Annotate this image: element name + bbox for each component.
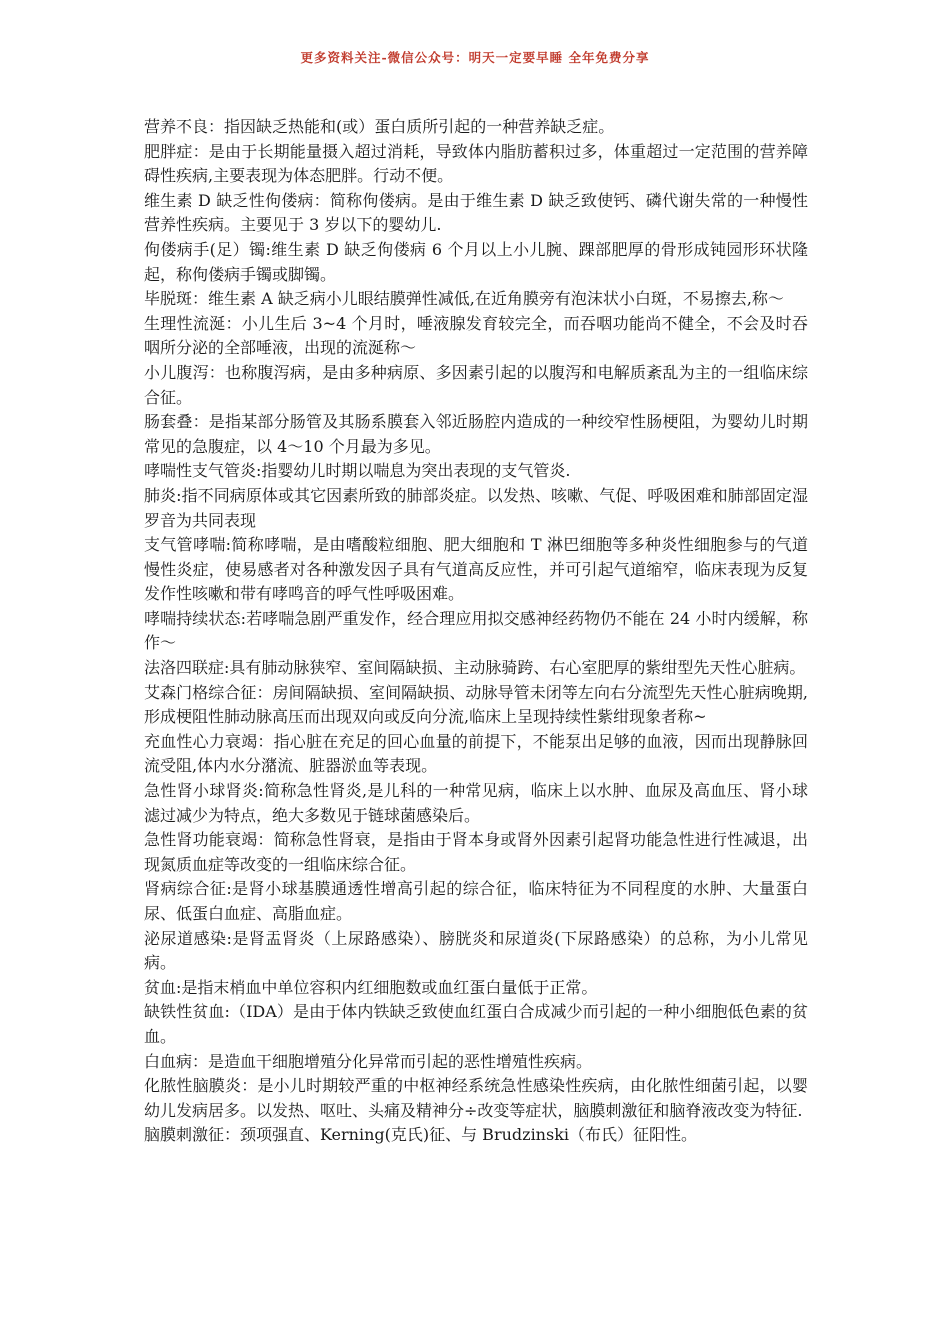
definition-entry: 贫血:是指末梢血中单位容积内红细胞数或血红蛋白量低于正常。 xyxy=(144,977,598,997)
definition-entry: 营养不良：指因缺乏热能和(或）蛋白质所引起的一种营养缺乏症。 xyxy=(144,117,615,136)
definition-entry: 肾病综合征:是肾小球基膜通透性增高引起的综合征，临床特征为不同程度的水肿、大量蛋白尿、低蛋白血症、高脂血症。 xyxy=(144,879,808,923)
definition-entry: 毕脱斑：维生素 A 缺乏病小儿眼结膜弹性减低,在近角膜旁有泡沫状小白斑，不易擦去,称～ xyxy=(144,289,784,309)
definition-entry: 缺铁性贫血:（IDA）是由于体内铁缺乏致使血红蛋白合成减少而引起的一种小细胞低色素的贫血。 xyxy=(144,1002,808,1046)
definition-entry: 肺炎:指不同病原体或其它因素所致的肺部炎症。以发热、咳嗽、气促、呼吸困难和肺部固定湿罗音为共同表现 xyxy=(144,485,808,530)
page-header-watermark: 更多资料关注-微信公众号：明天一定要早睡 全年免费分享 xyxy=(300,50,650,65)
definition-entry: 哮喘性支气管炎:指婴幼儿时期以喘息为突出表现的支气管炎. xyxy=(144,461,571,481)
definition-entry: 脑膜刺激征：颈项强直、Kerning(克氏)征、与 Brudzinski（布氏）征阳性。 xyxy=(144,1125,698,1145)
definition-entry: 肥胖症：是由于长期能量摄入超过消耗，导致体内脂肪蓄积过多，体重超过一定范围的营养障碍性疾病,主要表现为体态肥胖。行动不便。 xyxy=(144,141,808,186)
definition-entry: 小儿腹泻：也称腹泻病，是由多种病原、多因素引起的以腹泻和电解质紊乱为主的一组临床综合征。 xyxy=(144,362,808,407)
definition-entry: 佝偻病手(足）镯:维生素 D 缺乏佝偻病 6 个月以上小儿腕、踝部肥厚的骨形成钝园形环状隆起，称佝偻病手镯或脚镯。 xyxy=(144,239,808,284)
definition-entry: 肠套叠：是指某部分肠管及其肠系膜套入邻近肠腔内造成的一种绞窄性肠梗阻，为婴幼儿时期常见的急腹症，以 4～10 个月最为多见。 xyxy=(144,412,808,456)
definition-entry: 支气管哮喘:简称哮喘，是由嗜酸粒细胞、肥大细胞和 T 淋巴细胞等多种炎性细胞参与的气道慢性炎症，使易感者对各种激发因子具有气道高反应性，并可引起气道缩窄，临床表现为反复发作性咳嗽和带有哮鸣音的呼气性呼吸困难。 xyxy=(144,535,808,604)
definition-entry: 艾森门格综合征：房间隔缺损、室间隔缺损、动脉导管未闭等左向右分流型先天性心脏病晚期,形成梗阻性肺动脉高压而出现双向或反向分流,临床上呈现持续性紫绀现象者称~ xyxy=(144,682,808,727)
document-body xyxy=(144,115,808,1148)
definition-entry: 化脓性脑膜炎：是小儿时期较严重的中枢神经系统急性感染性疾病，由化脓性细菌引起，以婴幼儿发病居多。以发热、呕吐、头痛及精神分÷改变等症状，脑膜刺激征和脑脊液改变为特征. xyxy=(144,1076,808,1120)
definition-entry: 泌尿道感染:是肾盂肾炎（上尿路感染）、膀胱炎和尿道炎(下尿路感染）的总称，为小儿常见病。 xyxy=(144,928,808,973)
definition-entry: 白血病：是造血干细胞增殖分化异常而引起的恶性增殖性疾病。 xyxy=(144,1051,593,1071)
definition-entry: 生理性流涎：小儿生后 3~4 个月时，唾液腺发育较完全，而吞咽功能尚不健全，不会及时吞咽所分泌的全部唾液，出现的流涎称～ xyxy=(144,313,808,358)
definition-entry: 充血性心力衰竭：指心脏在充足的回心血量的前提下，不能泵出足够的血液，因而出现静脉回流受阻,体内水分潴流、脏器淤血等表现。 xyxy=(144,731,808,776)
definition-entry: 维生素 D 缺乏性佝偻病：简称佝偻病。是由于维生素 D 缺乏致使钙、磷代谢失常的一种慢性营养性疾病。主要见于 3 岁以下的婴幼儿. xyxy=(144,190,808,235)
definition-entry: 法洛四联症:具有肺动脉狭窄、室间隔缺损、主动脉骑跨、右心室肥厚的紫绀型先天性心脏病。 xyxy=(144,658,806,678)
definition-entry: 急性肾功能衰竭：简称急性肾衰，是指由于肾本身或肾外因素引起肾功能急性进行性减退，出现氮质血症等改变的一组临床综合征。 xyxy=(144,830,808,874)
definition-entry: 急性肾小球肾炎:简称急性肾炎,是儿科的一种常见病，临床上以水肿、血尿及高血压、肾小球滤过减少为特点，绝大多数见于链球菌感染后。 xyxy=(144,781,808,825)
definition-entry: 哮喘持续状态:若哮喘急剧严重发作，经合理应用拟交感神经药物仍不能在 24 小时内缓解，称作～ xyxy=(144,608,808,653)
